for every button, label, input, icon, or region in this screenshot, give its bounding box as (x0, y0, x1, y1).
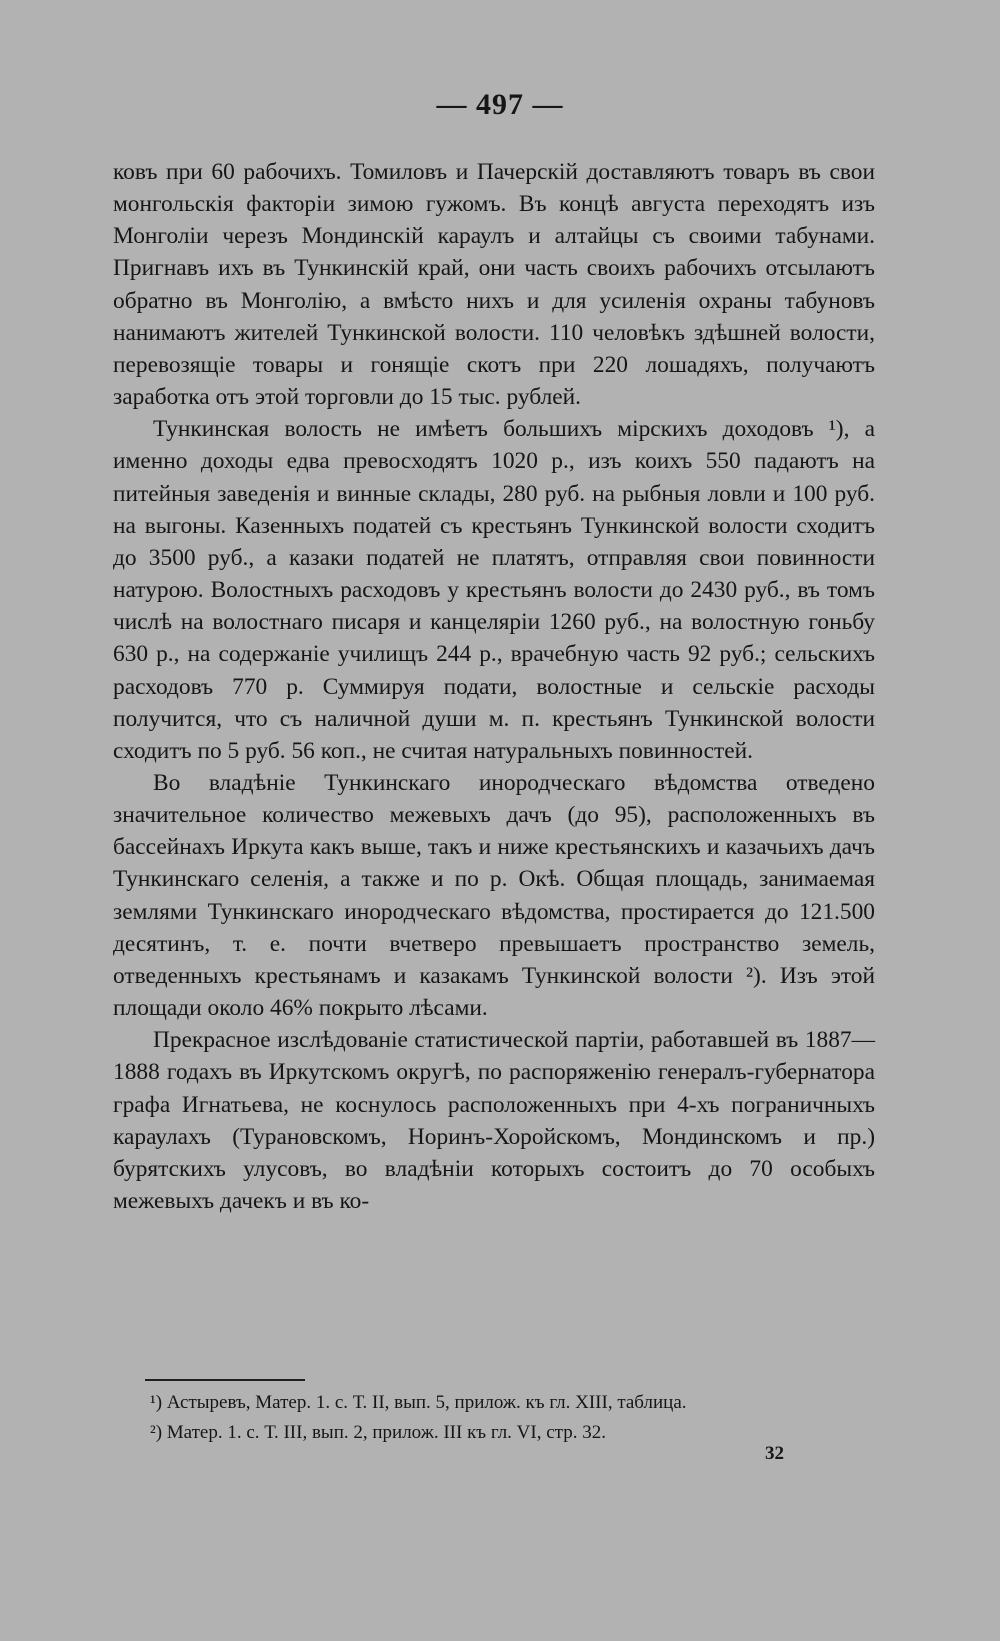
paragraph-1: ковъ при 60 рабочихъ. Томиловъ и Пачерскій доставляютъ товаръ въ свои монгольскія факторіи зимою гужомъ. Въ концѣ августа переходятъ изъ Монголіи черезъ Мондинскій караулъ и алтайцы съ своими табунами. Пригнавъ ихъ въ Тункинскій край, они часть своихъ рабочихъ отсылаютъ обратно въ Монголію, а вмѣсто нихъ и для усиленія охраны табуновъ нанимаютъ жителей Тункинской волости. 110 человѣкъ здѣшней волости, перевозящіе товары и гонящіе скотъ при 220 лошадяхъ, получаютъ заработка отъ этой торговли до 15 тыс. рублей. (113, 159, 875, 411)
footnote-1: ¹) Астыревъ, Матер. 1. с. Т. II, вып. 5, прилож. къ гл. XIII, таблица. (150, 1392, 687, 1413)
paragraph-4: Прекрасное изслѣдованіе статистической партіи, работавшей въ 1887—1888 годахъ въ Иркутскомъ округѣ, по распоряженію генералъ-губернатора графа Игнатьева, не коснулось расположенныхъ при 4-хъ пограничныхъ караулахъ (Турановскомъ, Норинъ-Хоройскомъ, Мондинскомъ и пр.) бурятскихъ улусовъ, во владѣніи которыхъ состоитъ до 70 особыхъ межевыхъ дачекъ и въ ко- (113, 1027, 875, 1214)
page-number-header: — 497 — (436, 88, 564, 121)
paragraph-2: Тункинская волость не имѣетъ большихъ мірскихъ доходовъ ¹), а именно доходы едва превосходятъ 1020 р., изъ коихъ 550 падаютъ на питейныя заведенія и винные склады, 280 руб. на рыбныя ловли и 100 руб. на выгоны. Казенныхъ податей съ крестьянъ Тункинской волости сходитъ до 3500 руб., а казаки податей не платятъ, отправляя свои повинности натурою. Волостныхъ расходовъ у крестьянъ волости до 2430 руб., въ томъ числѣ на волостнаго писаря и канцеляріи 1260 руб., на волостную гоньбу 630 р., на содержаніе училищъ 244 р., врачебную часть 92 руб.; сельскихъ расходовъ 770 р. Суммируя подати, волостные и сельскіе расходы получится, что съ наличной души м. п. крестьянъ Тункинской волости сходитъ по 5 руб. 56 коп., не считая натуральныхъ повинностей. (113, 416, 875, 764)
footnote-divider (145, 1379, 305, 1381)
main-text (113, 156, 875, 1217)
signature-mark: 32 (765, 1443, 784, 1464)
paragraph-3: Во владѣніе Тункинскаго инородческаго вѣдомства отведено значительное количество межевыхъ дачъ (до 95), расположенныхъ въ бассейнахъ Иркута какъ выше, такъ и ниже крестьянскихъ и казачьихъ дачъ Тункинскаго селенія, а также и по р. Окѣ. Общая площадь, занимаемая землями Тункинскаго инородческаго вѣдомства, простирается до 121.500 десятинъ, т. е. почти вчетверо превышаетъ пространство земель, отведенныхъ крестьянамъ и казакамъ Тункинской волости ²). Изъ этой площади около 46% покрыто лѣсами. (113, 769, 875, 1022)
footnote-2: ²) Матер. 1. с. Т. III, вып. 2, прилож. III къ гл. VI, стр. 32. (150, 1422, 606, 1443)
footnotes (150, 1388, 850, 1448)
